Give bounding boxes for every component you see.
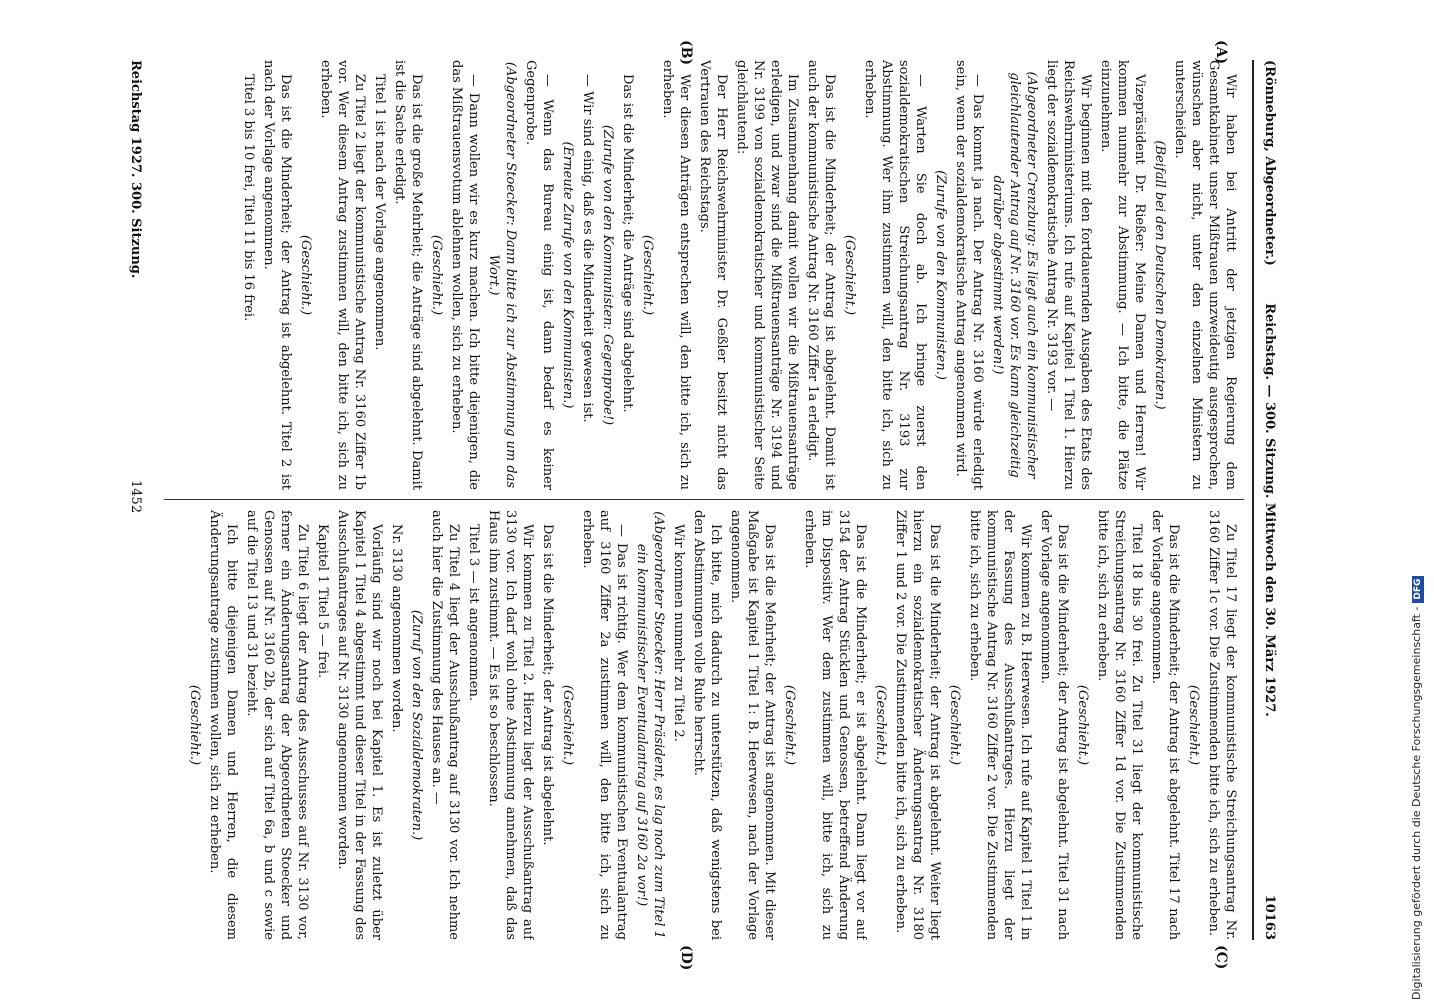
stage-direction: (Geschieht.)	[947, 684, 962, 766]
paragraph: — Warten Sie doch ab. Ich bringe zuerst den sozialdemokratischen Streichungsantrag Nr. 3193 zur Abstimmung. Wer ihm zustimmen will, den bitte ich, sich zu erheben.	[862, 60, 928, 490]
left-column	[179, 60, 1239, 490]
paragraph: Zu Titel 4 liegt der Ausschußantrag auf 3130 vor. Ich nehme auch hier die Zustimmung des Hauses an. —	[429, 510, 461, 940]
stage-direction: (Geschieht.)	[782, 684, 797, 766]
paragraph: Das ist die Mehrheit; der Antrag ist angenommen. Mit dieser Maßgabe ist Kapitel 1 Titel 1: B. Heerwesen, nach der Vorlage angenommen.	[728, 510, 777, 940]
column-divider	[164, 499, 1244, 500]
paragraph: Zu Titel 6 liegt der Antrag des Ausschusses auf Nr. 3130 vor, ferner ein Änderungsantrag der Abgeordneten Stoecker und Genossen auf Nr. 3160 2b, der sich auf Titel 6a, b und c sowie auf die Titel 13 und 31 bezieht.	[244, 510, 310, 940]
running-header	[1252, 60, 1284, 940]
paragraph: Wir kommen nunmehr zu Titel 2.	[671, 524, 686, 742]
footer-session: Reichstag 1927. 300. Sitzung.	[128, 60, 143, 279]
paragraph: Das ist die Minderheit; der Antrag ist abgelehnt.	[540, 524, 555, 846]
paragraph: Das ist die Minderheit; der Antrag ist abgelehnt. Titel 2 ist nach der Vorlage angenommen.	[261, 60, 293, 490]
paragraph: Titel 18 bis 30 frei. Zu Titel 31 liegt der kommunistische Streichungsantrag Nr. 3160 Ziffer 1d vor. Die Zustimmenden bitte ich, sich zu erheben.	[1095, 510, 1144, 940]
header-title: Reichstag. — 300. Sitzung. Mittwoch den 30. März 1927.	[1262, 303, 1277, 717]
paragraph: Wir kommen zu B. Heerwesen. Ich rufe auf Kapitel 1 Titel 1 in der Fassung des Ausschußantrages. Hierzu liegt der kommunistische Antrag Nr. 3160 Ziffer 2 vor. Die Zustimmenden bitte ich, sich zu erheben.	[967, 510, 1033, 940]
paragraph: — Dann wollen wir es kurz machen. Ich bitte diejenigen, die das Mißtrauensvotum ablehnen wollen, sich zu erheben.	[449, 60, 481, 490]
digitization-credit	[1410, 0, 1424, 1000]
stage-direction: (Zurufe von den Kommunisten.)	[933, 170, 948, 380]
stage-direction: (Beifall bei den Deutschen Demokraten.)	[1152, 140, 1167, 410]
paragraph: — Das kommt ja nach. Der Antrag Nr. 3160 würde erledigt sein, wenn der sozialdemokratische Antrag angenommen wird.	[953, 60, 985, 490]
paragraph: Zu Titel 2 liegt der kommunistische Antrag Nr. 3160 Ziffer 1b vor. Wer diesem Antrag zustimmen will, den bitte ich, sich zu erheben.	[318, 60, 367, 490]
paragraph: Das ist die Minderheit; die Anträge sind abgelehnt.	[620, 74, 635, 413]
stage-direction: (Abgeordneter Crenzburg: Es liegt auch ein kommunistischer gleichlautender Antrag auf Nr. 3160 vor. Es kann gleichzeitig darüber abgestimmt werden!)	[990, 71, 1039, 479]
stage-direction: (Geschieht.)	[842, 234, 857, 316]
dfg-logo: DFG	[1412, 576, 1424, 603]
paragraph: Das ist die Minderheit; der Antrag ist abgelehnt. Damit ist auch der kommunistische Antrag Nr. 3160 Ziffer 1a erledigt.	[805, 60, 837, 490]
stage-direction: (Erneute Zurufe von den Kommunisten.)	[560, 141, 575, 409]
header-speaker: (Rönneburg, Abgeordneter.)	[1262, 60, 1277, 266]
stage-direction: (Zuruf von den Sozialdemokraten.)	[409, 609, 424, 841]
paragraph: Im Zusammenhang damit wollen wir die Mißtrauensanträge erledigen, und zwar sind die Mißtrauensanträge Nr. 3194 und Nr. 3199 von sozialdemokratischer und kommunistischer Seite gleichlautend:	[734, 60, 800, 490]
stage-direction: (Geschieht.)	[873, 684, 888, 766]
paragraph: Der Herr Reichswehrminister Dr. Geßler besitzt nicht das Vertrauen des Reichstags.	[697, 60, 729, 490]
stage-direction: (Geschieht.)	[560, 684, 575, 766]
paragraph: Das ist die Minderheit; der Antrag ist abgelehnt. Weiter liegt hierzu ein sozialdemokratischer Änderungsantrag Nr. 3180 Ziffer 1 und 2 vor. Die Zustimmenden bitte ich, sich zu erheben.	[893, 510, 942, 940]
stage-direction: (Geschieht.)	[429, 234, 444, 316]
paragraph: Vorläufig sind wir noch bei Kapitel 1. Es ist zuletzt über Kapitel 1 Titel 4 abgestimmt und dieser Titel in der Fassung des Ausschußantrages auf Nr. 3130 angenommen worden.	[335, 510, 384, 940]
paragraph: Das ist die große Mehrheit; die Anträge sind abgelehnt. Damit ist die Sache erledigt.	[392, 60, 424, 490]
paragraph: — Das ist richtig. Wer dem kommunistischen Eventualantrag auf 3160 Ziffer 2a zustimmen will, den bitte ich, sich zu erheben.	[580, 510, 629, 940]
credit-text: Digitalisierung gefördert durch die Deutsche Forschungsgemeinschaft -	[1410, 606, 1423, 1000]
paragraph: Titel 3 — ist angenommen.	[466, 524, 481, 701]
paragraph: Zu Titel 17 liegt der kommunistische Streichungsantrag Nr. 3160 Ziffer 1c vor. Die Zustimmenden bitte ich, sich zu erheben.	[1206, 510, 1238, 940]
footer-page-number: 1452	[128, 480, 143, 514]
paragraph: Nr. 3130 angenommen worden.	[389, 524, 404, 733]
stage-direction: (Abgeordneter Stoecker: Dann bitte ich zur Abstimmung um das Wort.)	[486, 61, 518, 489]
paragraph: Das ist die Minderheit; der Antrag ist abgelehnt. Titel 17 nach der Vorlage angenommen.	[1149, 510, 1181, 940]
paragraph: Wir kommen zu Titel 2. Hierzu liegt der Ausschußantrag auf 3130 vor. Ich darf wohl ohne Abstimmung annehmen, daß das Haus ihm zustimmt. — Es ist so beschlossen.	[486, 510, 535, 940]
paragraph: Wer diesen Anträgen entsprechen will, den bitte ich, sich zu erheben.	[660, 60, 692, 490]
paragraph: Wir beginnen mit den fortdauernden Ausgaben des Etats des Reichswehrministeriums. Ich rufe auf Kapitel 1 Titel 1. Hierzu liegt der sozialdemokratische Antrag Nr. 3193 vor. —	[1044, 60, 1093, 490]
paragraph: Das ist die Minderheit; der Antrag ist abgelehnt. Titel 31 nach der Vorlage angenommen.	[1038, 510, 1070, 940]
paragraph: Wir haben bei Antritt der jetzigen Regierung dem Gesamtkabinett unser Mißtrauen unzweideutig ausgesprochen, wünschen aber nicht, unter den einzelnen Ministern zu unterscheiden.	[1172, 60, 1238, 490]
paragraph: Ich bitte diejenigen Damen und Herren, die diesem Änderungsantrage zustimmen wollen, sich zu erheben.	[207, 510, 239, 940]
right-column	[179, 510, 1239, 940]
stage-direction: (Geschieht.)	[1075, 684, 1090, 766]
paragraph: Das ist die Minderheit; er ist abgelehnt. Dann liegt vor auf 3154 der Antrag Stücklen und Genossen, betreffend Änderung im Dispositiv. Wer dem zustimmen will, bitte ich, sich zu erheben.	[802, 510, 868, 940]
margin-mark-c: (C)	[1213, 945, 1229, 970]
stage-direction: (Geschieht.)	[298, 234, 313, 316]
paragraph: Vizepräsident Dr. Rießer: Meine Damen und Herren! Wir kommen nunmehr zur Abstimmung. — Ich bitte, die Plätze einzunehmen.	[1098, 60, 1147, 490]
stage-direction: (Geschieht.)	[187, 684, 202, 766]
stage-direction: (Abgeordneter Stoecker: Herr Präsident, es lag noch zum Titel 1 ein kommunistischer Eventualantrag auf 3160 2a vor!)	[634, 511, 666, 939]
header-page-number: 10163	[1262, 894, 1277, 940]
paragraph: — Wenn das Bureau einig ist, dann bedarf es keiner Gegenprobe.	[523, 60, 555, 490]
stage-direction: (Geschieht.)	[1186, 684, 1201, 766]
paragraph: Titel 3 bis 10 frei, Titel 11 bis 16 frei.	[241, 74, 256, 322]
stage-direction: (Geschieht.)	[640, 234, 655, 316]
paragraph: Kapitel 1 Titel 5 — frei.	[315, 524, 330, 679]
paragraph: — Wir sind einig, daß es die Minderheit gewesen ist.	[580, 74, 595, 423]
margin-mark-b: (B)	[678, 40, 694, 66]
margin-mark-a: (A)	[1213, 40, 1229, 65]
paragraph: Titel 1 ist nach der Vorlage angenommen.	[372, 74, 387, 351]
stage-direction: (Zurufe von den Kommunisten: Gegenprobe!)	[600, 124, 615, 426]
paragraph: Ich bitte, mich dadurch zu unterstützen, daß wenigstens bei den Abstimmungen volle Ruhe herrscht.	[691, 510, 723, 940]
margin-mark-d: (D)	[678, 945, 694, 971]
